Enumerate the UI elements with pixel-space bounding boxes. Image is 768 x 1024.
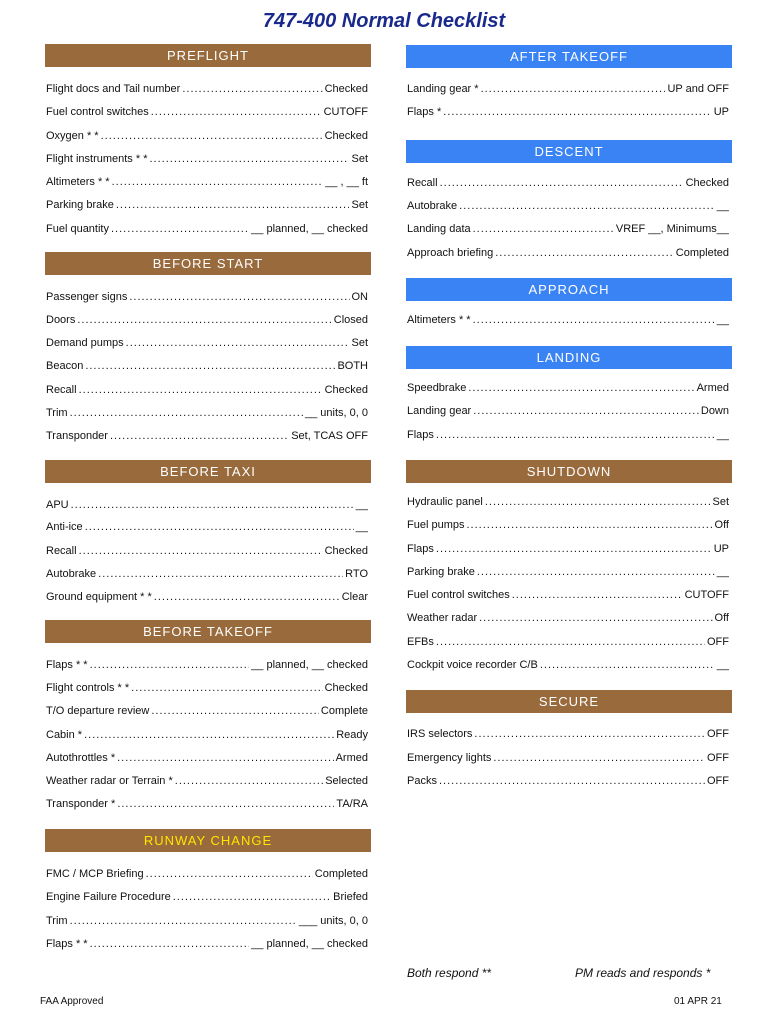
checklist-item — [46, 106, 368, 122]
checklist-item — [46, 176, 368, 192]
checklist-item — [407, 543, 729, 559]
checklist-item — [407, 200, 729, 216]
item-label: Weather radar — [407, 612, 478, 624]
checklist-item — [46, 384, 368, 400]
item-value: Armed — [335, 752, 368, 764]
checklist-item — [46, 521, 368, 537]
item-value: Set — [712, 496, 729, 508]
item-value: TA/RA — [336, 798, 368, 810]
item-label: Autothrottles * — [46, 752, 116, 764]
checklist-item — [407, 775, 729, 791]
leader-dots — [98, 568, 343, 580]
item-label: Transponder * — [46, 798, 116, 810]
item-value: __ — [355, 499, 368, 511]
item-value: CUTOFF — [323, 106, 368, 118]
legend-both-respond: Both respond ** — [407, 966, 492, 980]
leader-dots — [154, 591, 340, 603]
item-value: UP — [713, 543, 729, 555]
checklist-item — [46, 199, 368, 215]
item-value: UP — [713, 106, 729, 118]
item-label: Flaps — [407, 543, 434, 555]
item-label: Flight instruments * * — [46, 153, 148, 165]
checklist-item — [46, 752, 368, 768]
item-value: Set — [351, 153, 368, 165]
item-label: Flaps * — [407, 106, 442, 118]
item-label: Recall — [46, 545, 77, 557]
item-value: __ — [716, 314, 729, 326]
checklist-item — [407, 519, 729, 535]
leader-dots — [112, 176, 324, 188]
item-label: Ground equipment * * — [46, 591, 152, 603]
leader-dots — [79, 384, 323, 396]
checklist-item — [407, 382, 729, 398]
item-value: __ — [716, 659, 729, 671]
leader-dots — [79, 545, 323, 557]
item-label: Transponder — [46, 430, 108, 442]
item-label: Emergency lights — [407, 752, 492, 764]
section-header-approach: APPROACH — [406, 278, 732, 301]
item-value: Selected — [325, 775, 368, 787]
item-label: Fuel control switches — [407, 589, 510, 601]
item-value: Checked — [324, 130, 368, 142]
item-value: Checked — [324, 682, 368, 694]
checklist-item — [407, 566, 729, 582]
checklist-item — [407, 728, 729, 744]
checklist-item — [46, 568, 368, 584]
checklist-item — [407, 429, 729, 445]
item-label: Landing gear * — [407, 83, 479, 95]
legend-pm-reads: PM reads and responds * — [575, 966, 711, 980]
leader-dots — [85, 521, 354, 533]
section-header-landing: LANDING — [406, 346, 732, 369]
item-value: OFF — [707, 775, 729, 787]
item-label: FMC / MCP Briefing — [46, 868, 144, 880]
checklist-item — [407, 247, 729, 263]
item-label: EFBs — [407, 636, 434, 648]
leader-dots — [182, 83, 322, 95]
item-value: VREF __, Minimums__ — [615, 223, 729, 235]
item-value: __ planned, __ checked — [251, 938, 368, 950]
item-value: ON — [351, 291, 368, 303]
checklist-item — [407, 177, 729, 193]
item-label: Altimeters * * — [407, 314, 471, 326]
item-label: Anti-ice — [46, 521, 83, 533]
item-value: __ planned, __ checked — [251, 659, 368, 671]
checklist-item — [46, 891, 368, 907]
item-value: __ — [716, 429, 729, 441]
item-value: Ready — [336, 729, 368, 741]
section-header-before-taxi: BEFORE TAXI — [45, 460, 371, 483]
item-label: Cabin * — [46, 729, 83, 741]
leader-dots — [479, 612, 712, 624]
item-value: CUTOFF — [684, 589, 729, 601]
item-label: Flaps * * — [46, 659, 88, 671]
leader-dots — [173, 891, 331, 903]
checklist-item — [46, 705, 368, 721]
checklist-item — [46, 337, 368, 353]
checklist-item — [46, 775, 368, 791]
item-label: T/O departure review — [46, 705, 150, 717]
item-label: Oxygen * * — [46, 130, 99, 142]
item-label: Approach briefing — [407, 247, 494, 259]
checklist-item — [46, 499, 368, 515]
leader-dots — [117, 752, 334, 764]
footer-date: 01 APR 21 — [674, 996, 722, 1007]
checklist-item — [407, 106, 729, 122]
item-label: Parking brake — [407, 566, 475, 578]
checklist-item — [46, 591, 368, 607]
leader-dots — [473, 223, 614, 235]
item-label: Recall — [407, 177, 438, 189]
checklist-item — [407, 314, 729, 330]
checklist-item — [46, 360, 368, 376]
leader-dots — [117, 798, 334, 810]
item-value: __ — [716, 566, 729, 578]
item-label: Autobrake — [407, 200, 458, 212]
section-header-before-start: BEFORE START — [45, 252, 371, 275]
leader-dots — [175, 775, 323, 787]
item-value: RTO — [345, 568, 368, 580]
item-value: Checked — [685, 177, 729, 189]
item-value: Set — [351, 199, 368, 211]
leader-dots — [126, 337, 350, 349]
item-value: OFF — [707, 752, 729, 764]
checklist-item — [46, 868, 368, 884]
page-title: 747-400 Normal Checklist — [262, 10, 506, 32]
section-header-preflight: PREFLIGHT — [45, 44, 371, 67]
item-label: Altimeters * * — [46, 176, 110, 188]
item-value: __ — [355, 521, 368, 533]
checklist-item — [46, 223, 368, 239]
item-value: Checked — [324, 384, 368, 396]
item-value: Set, TCAS OFF — [291, 430, 368, 442]
leader-dots — [495, 247, 674, 259]
leader-dots — [473, 314, 715, 326]
leader-dots — [540, 659, 715, 671]
item-label: Flight docs and Tail number — [46, 83, 181, 95]
leader-dots — [459, 200, 715, 212]
item-label: IRS selectors — [407, 728, 473, 740]
item-value: Complete — [320, 705, 368, 717]
checklist-item — [46, 798, 368, 814]
section-header-secure: SECURE — [406, 690, 732, 713]
checklist-item — [407, 589, 729, 605]
item-value: Armed — [696, 382, 729, 394]
item-value: __ , __ ft — [325, 176, 368, 188]
item-label: Hydraulic panel — [407, 496, 483, 508]
item-value: Down — [700, 405, 729, 417]
item-label: Fuel control switches — [46, 106, 149, 118]
leader-dots — [71, 499, 354, 511]
leader-dots — [151, 705, 319, 717]
section-header-after-takeoff: AFTER TAKEOFF — [406, 45, 732, 68]
section-header-descent: DESCENT — [406, 140, 732, 163]
checklist-item — [407, 83, 729, 99]
item-value: UP and OFF — [667, 83, 729, 95]
item-label: Autobrake — [46, 568, 97, 580]
item-value: __ — [716, 200, 729, 212]
leader-dots — [116, 199, 350, 211]
leader-dots — [90, 659, 250, 671]
item-label: Parking brake — [46, 199, 114, 211]
leader-dots — [436, 543, 712, 555]
leader-dots — [481, 83, 666, 95]
item-label: Passenger signs — [46, 291, 128, 303]
item-label: Fuel pumps — [407, 519, 465, 531]
section-header-shutdown: SHUTDOWN — [406, 460, 732, 483]
section-header-runway-change: RUNWAY CHANGE — [45, 829, 371, 852]
checklist-item — [46, 938, 368, 954]
checklist-item — [46, 430, 368, 446]
leader-dots — [512, 589, 683, 601]
item-label: Recall — [46, 384, 77, 396]
leader-dots — [440, 177, 684, 189]
item-value: Checked — [324, 83, 368, 95]
item-value: Checked — [324, 545, 368, 557]
item-label: Trim — [46, 407, 68, 419]
item-label: Flaps * * — [46, 938, 88, 950]
item-value: Off — [714, 519, 729, 531]
checklist-item — [46, 915, 368, 931]
item-label: Beacon — [46, 360, 84, 372]
item-label: Trim — [46, 915, 68, 927]
leader-dots — [485, 496, 711, 508]
leader-dots — [436, 636, 705, 648]
item-value: ___ units, 0, 0 — [298, 915, 368, 927]
leader-dots — [443, 106, 711, 118]
item-label: Weather radar or Terrain * — [46, 775, 173, 787]
item-value: Clear — [341, 591, 368, 603]
leader-dots — [151, 106, 322, 118]
section-header-before-takeoff: BEFORE TAKEOFF — [45, 620, 371, 643]
leader-dots — [110, 430, 289, 442]
checklist-item — [407, 496, 729, 512]
leader-dots — [493, 752, 705, 764]
item-value: __ units, 0, 0 — [305, 407, 368, 419]
checklist-item — [46, 729, 368, 745]
item-label: Speedbrake — [407, 382, 467, 394]
item-label: Engine Failure Procedure — [46, 891, 171, 903]
item-label: Fuel quantity — [46, 223, 109, 235]
leader-dots — [129, 291, 349, 303]
item-label: Demand pumps — [46, 337, 124, 349]
item-label: Flight controls * * — [46, 682, 130, 694]
item-value: Closed — [333, 314, 368, 326]
item-label: Doors — [46, 314, 76, 326]
leader-dots — [474, 728, 705, 740]
item-value: Completed — [675, 247, 729, 259]
item-value: OFF — [707, 636, 729, 648]
item-label: Cockpit voice recorder C/B — [407, 659, 538, 671]
item-value: OFF — [707, 728, 729, 740]
checklist-item — [46, 130, 368, 146]
leader-dots — [149, 153, 349, 165]
leader-dots — [477, 566, 715, 578]
leader-dots — [111, 223, 249, 235]
checklist-item — [407, 223, 729, 239]
checklist-item — [407, 752, 729, 768]
checklist-item — [46, 153, 368, 169]
item-value: BOTH — [337, 360, 368, 372]
footer-approval: FAA Approved — [40, 996, 104, 1007]
item-value: Briefed — [333, 891, 368, 903]
item-label: Landing data — [407, 223, 471, 235]
leader-dots — [90, 938, 250, 950]
checklist-item — [407, 659, 729, 675]
checklist-item — [407, 405, 729, 421]
item-value: Off — [714, 612, 729, 624]
leader-dots — [146, 868, 313, 880]
checklist-item — [46, 314, 368, 330]
checklist-item — [46, 659, 368, 675]
checklist-item — [407, 636, 729, 652]
checklist-item — [46, 291, 368, 307]
item-label: Flaps — [407, 429, 434, 441]
leader-dots — [101, 130, 323, 142]
leader-dots — [468, 382, 694, 394]
checklist-item — [46, 682, 368, 698]
checklist-item — [46, 545, 368, 561]
leader-dots — [84, 729, 334, 741]
leader-dots — [473, 405, 699, 417]
leader-dots — [70, 915, 297, 927]
leader-dots — [436, 429, 715, 441]
checklist-item — [407, 612, 729, 628]
item-value: Completed — [314, 868, 368, 880]
item-label: Landing gear — [407, 405, 472, 417]
item-label: Packs — [407, 775, 437, 787]
leader-dots — [466, 519, 712, 531]
leader-dots — [439, 775, 705, 787]
checklist-item — [46, 83, 368, 99]
item-value: __ planned, __ checked — [251, 223, 368, 235]
item-label: APU — [46, 499, 69, 511]
checklist-item — [46, 407, 368, 423]
item-value: Set — [351, 337, 368, 349]
leader-dots — [70, 407, 303, 419]
leader-dots — [85, 360, 335, 372]
leader-dots — [77, 314, 331, 326]
leader-dots — [131, 682, 322, 694]
